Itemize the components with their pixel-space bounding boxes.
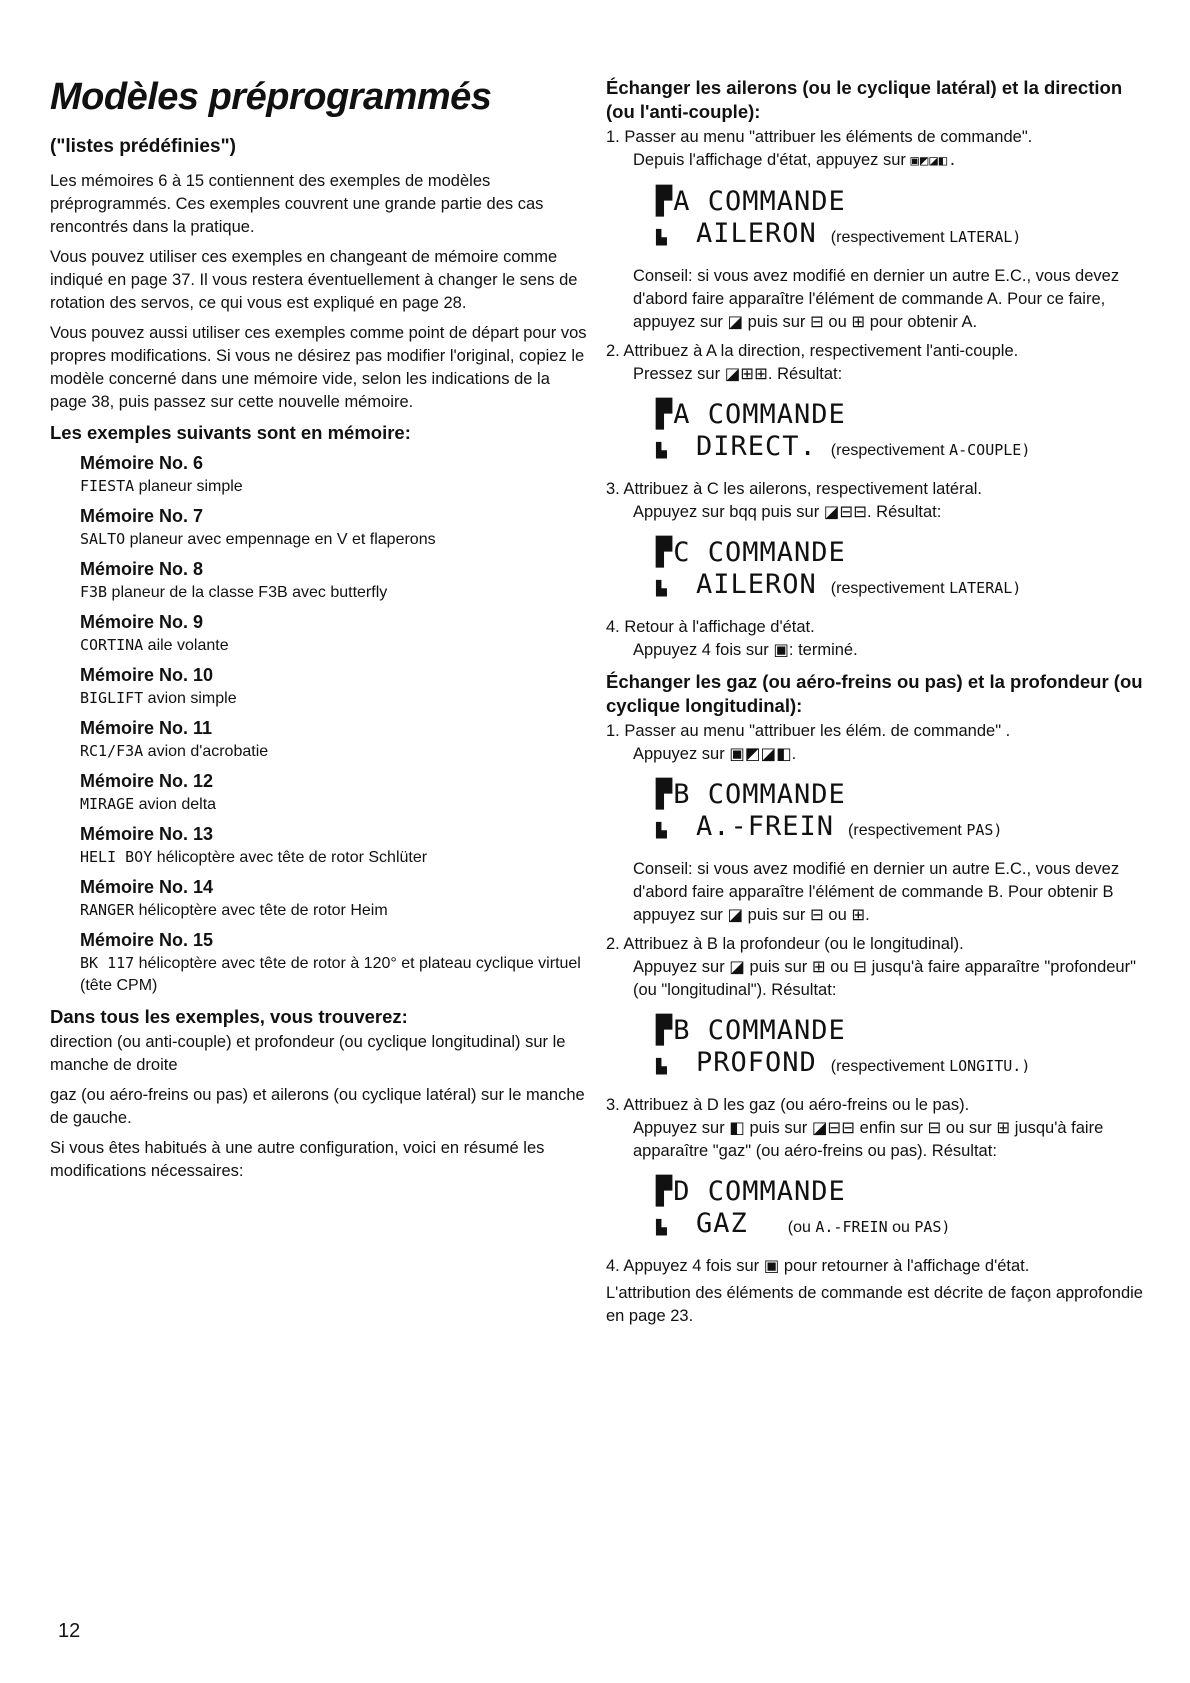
step-detail: Depuis l'affichage d'état, appuyez sur ▣◩◪◧. <box>633 151 958 169</box>
lcd-line-1: ▛B COMMANDE <box>656 1015 846 1046</box>
lcd-line-1: ▛B COMMANDE <box>656 779 846 810</box>
memory-item <box>80 928 590 997</box>
all-examples-heading: Dans tous les exemples, vous trouverez: <box>50 1006 408 1027</box>
usage-paragraph: Vous pouvez utiliser ces exemples en changeant de mémoire comme indiqué en page 37. Il vous restera éventuellement à changer le sens de rotation des servos, ce qui vous est expliqué en page 28. <box>50 248 578 312</box>
memory-desc: aile volante <box>147 637 229 654</box>
lcd-value: GAZ <box>696 1208 748 1239</box>
lcd-pointer-icon: ▙ <box>656 1058 667 1074</box>
lcd-line-1: ▛C COMMANDE <box>656 537 846 568</box>
memory-desc: hélicoptère avec tête de rotor Heim <box>138 902 388 919</box>
memory-code: SALTO <box>80 530 126 548</box>
step-detail: Pressez sur ◪⊞⊞. Résultat: <box>633 365 843 383</box>
lcd-pointer-icon: ▙ <box>656 229 667 245</box>
tip-paragraph: Conseil: si vous avez modifié en dernier un autre E.C., vous devez d'abord faire apparaître l'élément de commande A. Pour ce faire, appuyez sur ◪ puis sur ⊟ ou ⊞ pour obtenir A. <box>633 267 1120 331</box>
lcd-display: ▛C COMMANDE ▙ AILERON (respectivement LATERAL) <box>656 536 1146 604</box>
step-text: 1. Passer au menu "attribuer les éléments de commande". <box>606 128 1033 146</box>
other-config-paragraph: Si vous êtes habitués à une autre configuration, voici en résumé les modifications nécessaires: <box>50 1139 545 1180</box>
step-text: 4. Appuyez 4 fois sur ▣ pour retourner à l'affichage d'état. <box>606 1257 1030 1275</box>
right-column <box>606 76 1146 1328</box>
left-column <box>50 170 590 1190</box>
lcd-display: ▛B COMMANDE ▙ A.-FREIN (respectivement PAS) <box>656 778 1146 846</box>
right-stick-paragraph: direction (ou anti-couple) et profondeur (ou cyclique longitudinal) sur le manche de droite <box>50 1033 566 1074</box>
step-text: 2. Attribuez à A la direction, respectivement l'anti-couple. <box>606 342 1019 360</box>
memory-title: Mémoire No. 7 <box>80 506 204 526</box>
memory-title: Mémoire No. 11 <box>80 718 213 738</box>
memory-item <box>80 504 590 551</box>
memory-desc: hélicoptère avec tête de rotor Schlüter <box>156 849 428 866</box>
lcd-display: ▛D COMMANDE ▙ GAZ (ou A.-FREIN ou PAS) <box>656 1175 1146 1243</box>
lcd-value: PROFOND <box>696 1047 817 1078</box>
memory-item <box>80 716 590 763</box>
memory-desc: planeur de la classe F3B avec butterfly <box>111 584 388 601</box>
memory-item <box>80 875 590 922</box>
step-text: 3. Attribuez à D les gaz (ou aéro-freins ou le pas). <box>606 1096 970 1114</box>
step-detail: Appuyez sur ◧ puis sur ◪⊟⊟ enfin sur ⊟ ou sur ⊞ jusqu'à faire apparaître "gaz" (ou aéro-freins ou pas). Résultat: <box>633 1119 1104 1160</box>
memory-title: Mémoire No. 15 <box>80 930 214 950</box>
memory-code: RANGER <box>80 901 135 919</box>
lcd-display: ▛A COMMANDE ▙ DIRECT. (respectivement A-COUPLE) <box>656 398 1146 466</box>
final-paragraph: L'attribution des éléments de commande est décrite de façon approfondie en page 23. <box>606 1284 1143 1325</box>
page-number: 12 <box>58 1620 81 1642</box>
memory-item <box>80 822 590 869</box>
memory-item <box>80 663 590 710</box>
memory-item <box>80 557 590 604</box>
memory-code: FIESTA <box>80 477 135 495</box>
memory-desc: avion delta <box>138 796 217 813</box>
lcd-line-1: ▛A COMMANDE <box>656 186 846 217</box>
lcd-line-1: ▛D COMMANDE <box>656 1176 846 1207</box>
left-stick-paragraph: gaz (ou aéro-freins ou pas) et ailerons (ou cyclique latéral) sur le manche de gauche. <box>50 1086 585 1127</box>
section-ailerons-heading: Échanger les ailerons (ou le cyclique latéral) et la direction (ou l'anti-couple): <box>606 77 1123 122</box>
memory-code: CORTINA <box>80 636 144 654</box>
lcd-display: ▛B COMMANDE ▙ PROFOND (respectivement LONGITU.) <box>656 1014 1146 1082</box>
memory-code: MIRAGE <box>80 795 135 813</box>
memory-desc: hélicoptère avec tête de rotor à 120° et plateau cyclique virtuel (tête CPM) <box>80 955 581 994</box>
step-detail: Appuyez sur ◪ puis sur ⊞ ou ⊟ jusqu'à faire apparaître "profondeur" (ou "longitudinal"). Résultat: <box>633 958 1136 999</box>
step-detail: Appuyez 4 fois sur ▣: terminé. <box>633 641 858 659</box>
step-detail: Appuyez sur ▣◩◪◧. <box>633 745 797 763</box>
memory-code: BK 117 <box>80 954 135 972</box>
memory-title: Mémoire No. 6 <box>80 453 204 473</box>
memory-code: HELI BOY <box>80 848 153 866</box>
memory-code: F3B <box>80 583 108 601</box>
memory-desc: planeur simple <box>138 478 243 495</box>
lcd-pointer-icon: ▙ <box>656 580 667 596</box>
memory-desc: avion d'acrobatie <box>147 743 269 760</box>
section-throttle-heading: Échanger les gaz (ou aéro-freins ou pas) et la profondeur (ou cyclique longitudinal): <box>606 671 1143 716</box>
lcd-pointer-icon: ▙ <box>656 442 667 458</box>
intro-paragraph: Les mémoires 6 à 15 contiennent des exemples de modèles préprogrammés. Ces exemples couvrent une grande partie des cas rencontrés dans la pratique. <box>50 172 544 236</box>
memory-code: RC1/F3A <box>80 742 144 760</box>
memory-desc: avion simple <box>147 690 237 707</box>
page-title: Modèles préprogrammés <box>50 76 492 118</box>
step-text: 2. Attribuez à B la profondeur (ou le longitudinal). <box>606 935 964 953</box>
memory-desc: planeur avec empennage en V et flaperons <box>129 531 436 548</box>
memories-heading: Les exemples suivants sont en mémoire: <box>50 422 411 443</box>
lcd-pointer-icon: ▙ <box>656 1219 667 1235</box>
lcd-line-1: ▛A COMMANDE <box>656 399 846 430</box>
lcd-display: ▛A COMMANDE ▙ AILERON (respectivement LATERAL) <box>656 185 1146 253</box>
page-subtitle: ("listes prédéfinies") <box>50 136 236 157</box>
memory-title: Mémoire No. 9 <box>80 612 204 632</box>
memory-title: Mémoire No. 8 <box>80 559 204 579</box>
memory-item <box>80 610 590 657</box>
memory-list <box>80 451 590 997</box>
lcd-value: DIRECT. <box>696 431 817 462</box>
lcd-value: AILERON <box>696 218 817 249</box>
key-sequence: ▣◩◪◧. <box>910 153 958 169</box>
lcd-pointer-icon: ▙ <box>656 822 667 838</box>
step-text: 4. Retour à l'affichage d'état. <box>606 618 815 636</box>
memory-title: Mémoire No. 13 <box>80 824 214 844</box>
memory-code: BIGLIFT <box>80 689 144 707</box>
step-text: 3. Attribuez à C les ailerons, respectivement latéral. <box>606 480 983 498</box>
copy-paragraph: Vous pouvez aussi utiliser ces exemples comme point de départ pour vos propres modifications. Si vous ne désirez pas modifier l'original, copiez le modèle concerné dans une mémoire vide, selon les indications de la page 38, puis passez sur cette nouvelle mémoire. <box>50 324 587 411</box>
memory-title: Mémoire No. 12 <box>80 771 214 791</box>
memory-title: Mémoire No. 10 <box>80 665 214 685</box>
memory-title: Mémoire No. 14 <box>80 877 214 897</box>
lcd-value: A.-FREIN <box>696 811 835 842</box>
lcd-value: AILERON <box>696 569 817 600</box>
step-text: 1. Passer au menu "attribuer les élém. de commande" . <box>606 722 1011 740</box>
memory-item <box>80 451 590 498</box>
tip-paragraph: Conseil: si vous avez modifié en dernier un autre E.C., vous devez d'abord faire apparaître l'élément de commande B. Pour obtenir B appuyez sur ◪ puis sur ⊟ ou ⊞. <box>633 860 1120 924</box>
step-detail: Appuyez sur bqq puis sur ◪⊟⊟. Résultat: <box>633 503 942 521</box>
memory-item <box>80 769 590 816</box>
